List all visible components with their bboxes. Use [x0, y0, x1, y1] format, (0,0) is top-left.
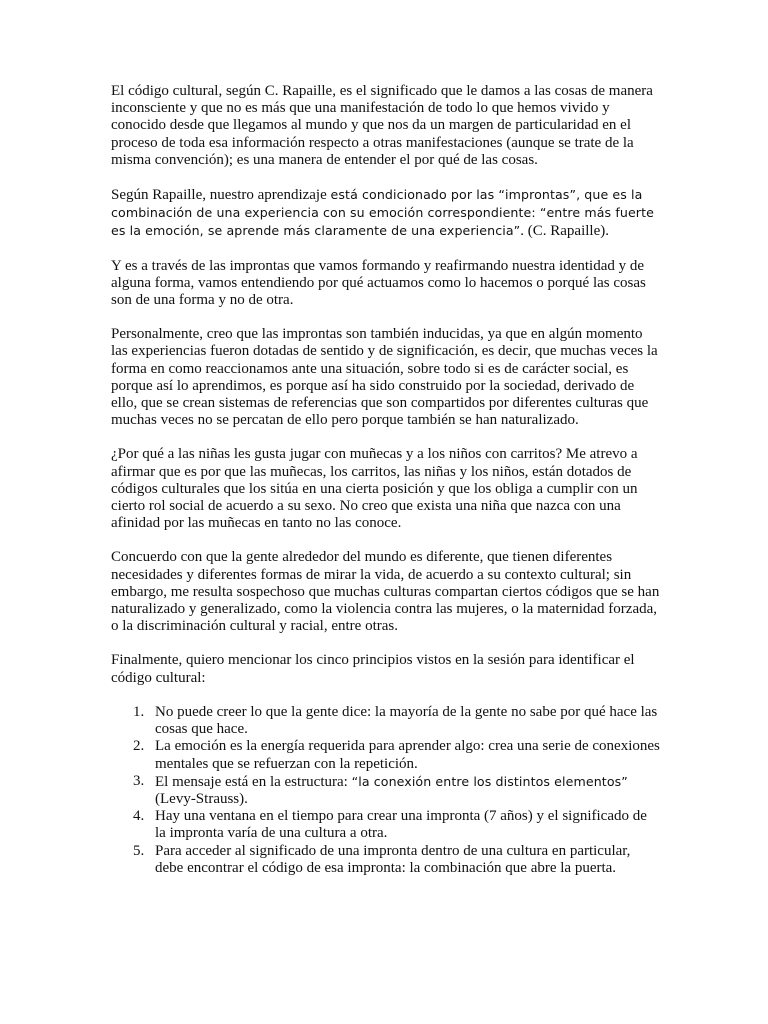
paragraph-improntas — [111, 186, 660, 241]
list-item-tail: (Levy-Strauss). — [155, 790, 248, 807]
list-item-number: 3. — [133, 772, 145, 789]
list-item — [133, 703, 660, 738]
list-item-text: No puede creer lo que la gente dice: la mayoría de la gente no sabe por qué hace las cosas que hace. — [155, 703, 658, 738]
list-item-number: 5. — [133, 842, 145, 859]
paragraph-finalmente: Finalmente, quiero mencionar los cinco principios vistos en la sesión para identificar el código cultural: — [111, 652, 635, 686]
list-item-number: 4. — [133, 808, 145, 825]
list-item-lead: El mensaje está en la estructura: — [155, 773, 352, 790]
list-item-quote: “la conexión entre los distintos elementos” — [351, 773, 628, 789]
list-item — [133, 738, 660, 772]
list-item-text: Hay una ventana en el tiempo para crear una impronta (7 años) y el significado de la impronta varía de una cultura a otra. — [155, 808, 647, 842]
paragraph-codigo-cultural: El código cultural, según C. Rapaille, es el significado que le damos a las cosas de manera inconsciente y que no es más que una manifestación de todo lo que hemos vivido y conocido desde que llegamos al mundo y que nos da un margen de particularidad en el proceso de toda esa información respecto a otras manifestaciones (aunque se trate de la misma convención); es una manera de entender el por qué de las cosas. — [111, 83, 653, 168]
paragraph-concuerdo: Concuerdo con que la gente alrededor del mundo es diferente, que tienen diferentes necesidades y diferentes formas de mirar la vida, de acuerdo a su contexto cultural; sin embargo, me resulta sospechoso que muchas culturas compartan ciertos códigos que se han naturalizado y generalizado, como la violencia contra las mujeres, o la maternidad forzada, o la discriminación cultural y racial, entre otras. — [111, 549, 660, 635]
paragraph-improntas-tail: . (C. Rapaille). — [520, 223, 609, 240]
list-item — [133, 842, 660, 877]
list-item-text: Para acceder al significado de una impronta dentro de una cultura en particular, debe encontrar el código de esa impronta: la combinación que abre la puerta. — [155, 842, 631, 876]
paragraph-ninas-carritos: ¿Por qué a las niñas les gusta jugar con muñecas y a los niños con carritos? Me atrevo a afirmar que es por que las muñecas, los carritos, las niñas y los niños, están dotados de códigos culturales que los sitúa en una cierta posición y que los obliga a cumplir con un cierto rol social de acuerdo a su sexo. No creo que exista una niña que nazca con una afinidad por las muñecas en tanto no las conoce. — [111, 446, 638, 532]
paragraph-identidad: Y es a través de las improntas que vamos formando y reafirmando nuestra identidad y de alguna forma, vamos entendiendo por qué actuamos como lo hacemos o porqué las cosas son de una forma y no de otra. — [111, 257, 646, 309]
paragraph-improntas-quote: está condicionado por las “improntas”, que es la combinación de una experiencia con su emoción correspondiente: “entre más fuerte es la emoción, se aprende más claramente de una experiencia” — [111, 187, 654, 239]
paragraph-improntas-lead: Según Rapaille, nuestro aprendizaje — [111, 187, 331, 204]
principles-list — [111, 704, 660, 877]
list-item-number: 2. — [133, 738, 145, 755]
list-item — [133, 772, 660, 808]
list-item — [133, 808, 660, 842]
paragraph-personalmente: Personalmente, creo que las improntas son también inducidas, ya que en algún momento las experiencias fueron dotadas de sentido y de significación, es decir, que muchas veces la forma en como reaccionamos ante una situación, sobre todo si es de carácter social, es porque así lo aprendimos, es porque así ha sido construido por la sociedad, derivado de ello, que se crean sistemas de referencias que son compartidos por diferentes culturas que muchas veces no se percatan de ello pero porque también se han naturalizado. — [111, 326, 658, 429]
list-item-text: La emoción es la energía requerida para aprender algo: crea una serie de conexiones mentales que se refuerzan con la repetición. — [155, 738, 660, 772]
list-item-number: 1. — [133, 703, 145, 720]
